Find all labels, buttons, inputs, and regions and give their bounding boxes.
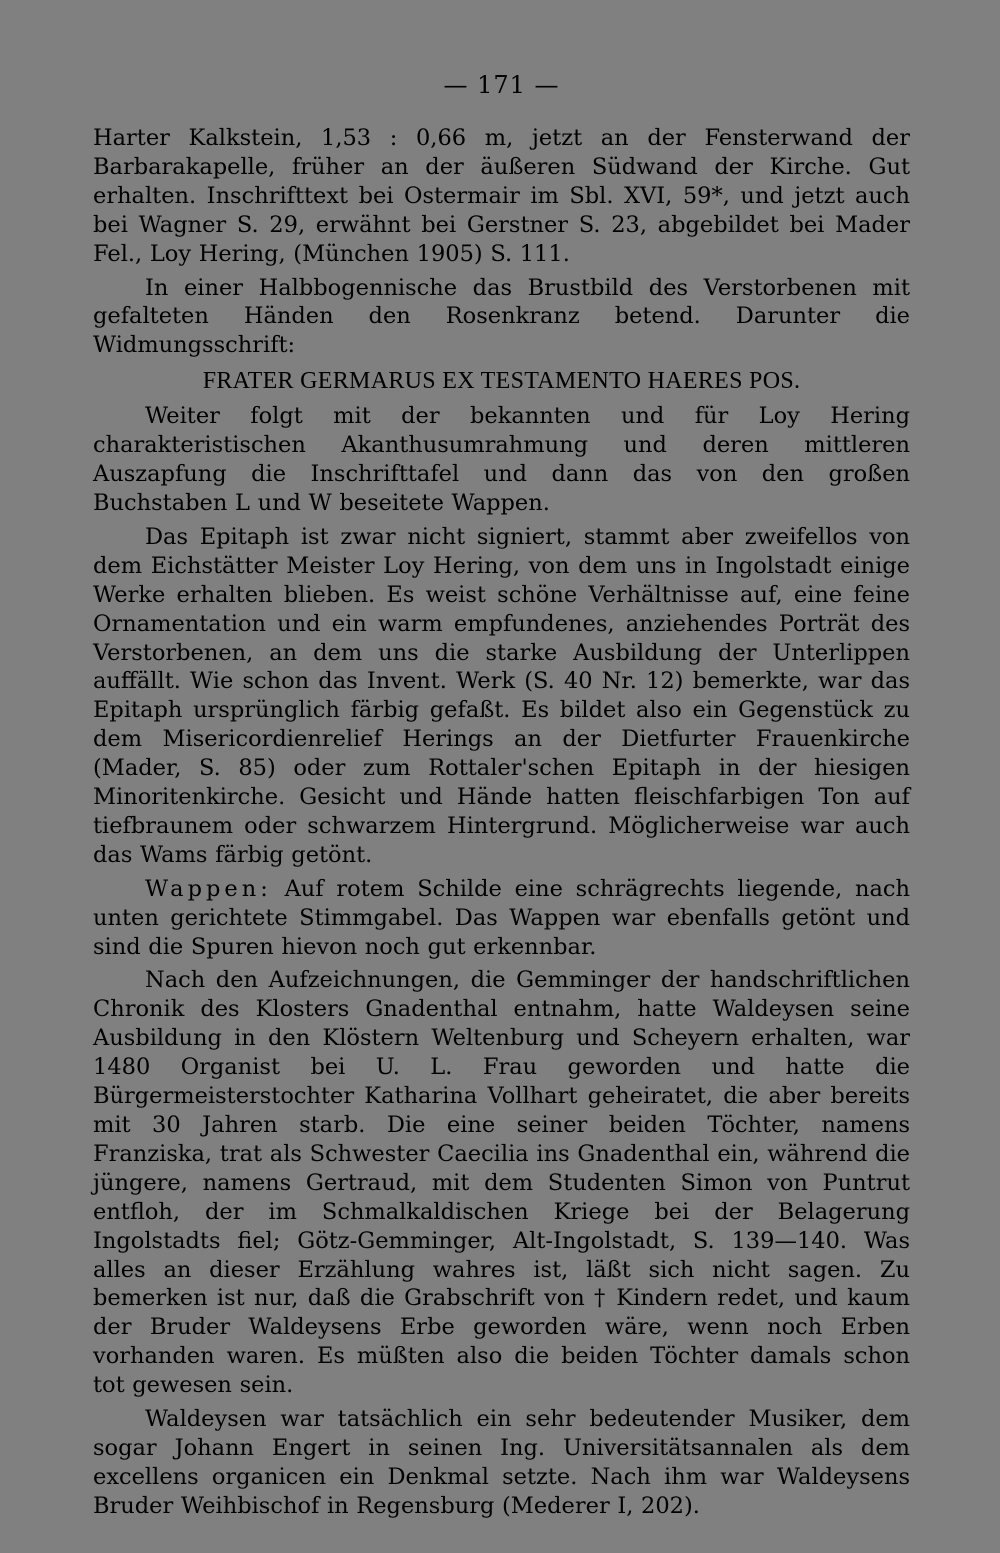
wappen-label: Wappen:	[145, 875, 272, 902]
paragraph-description: Harter Kalkstein, 1,53 : 0,66 m, jetzt an der Fensterwand der Barbarakapelle, früher an der äußeren Südwand der Kirche. Gut erhalten. Inschrifttext bei Ostermair im Sbl. XVI, 59*, und jetzt auch bei Wagner S. 29, erwähnt bei Gerstner S. 23, abgebildet bei Mader Fel., Loy Hering, (München 1905) S. 111.	[93, 125, 910, 267]
wappen-text: Auf rotem Schilde eine schrägrechts liegende, nach unten gerichtete Stimmgabel. Das Wappen war ebenfalls getönt und sind die Spuren hievon noch gut erkennbar.	[93, 875, 910, 960]
paragraph-epitaph: Das Epitaph ist zwar nicht signiert, stammt aber zweifellos von dem Eichstätter Meister Loy Hering, von dem uns in Ingolstadt einige Werke erhalten blieben. Es weist schöne Verhältnisse auf, eine feine Ornamentation und ein warm empfundenes, anziehendes Porträt des Verstorbenen, an dem uns die starke Ausbildung der Unterlippen auffällt. Wie schon das Invent. Werk (S. 40 Nr. 12) bemerkte, war das Epitaph ursprünglich färbig gefaßt. Es bildet also ein Gegenstück zu dem Misericordienrelief Herings an der Dietfurter Frauenkirche (Mader, S. 85) oder zum Rottaler'schen Epitaph in der hiesigen Minoritenkirche. Gesicht und Hände hatten fleischfarbigen Ton auf tiefbraunem oder schwarzem Hintergrund. Möglicherweise war auch das Wams färbig getönt.	[93, 523, 910, 868]
paragraph-chronik: Nach den Aufzeichnungen, die Gemminger der handschriftlichen Chronik des Klosters Gnadenthal entnahm, hatte Waldeysen seine Ausbildung in den Klöstern Weltenburg und Scheyern erhalten, war 1480 Organist bei U. L. Frau geworden und hatte die Bürgermeisterstochter Katharina Vollhart geheiratet, die aber bereits mit 30 Jahren starb. Die eine seiner beiden Töchter, namens Franziska, trat als Schwester Caecilia ins Gnadenthal ein, während die jüngere, namens Gertraud, mit dem Studenten Simon von Puntrut entfloh, der im Schmalkaldischen Kriege bei der Belagerung Ingolstadts fiel; Götz-Gemminger, Alt-Ingolstadt, S. 139—140. Was alles an dieser Erzählung wahres ist, läßt sich nicht sagen. Zu bemerken ist nur, daß die Grabschrift von † Kindern redet, und kaum der Bruder Waldeysens Erbe geworden wäre, wenn noch Erben vorhanden waren. Es müßten also die beiden Töchter damals schon tot gewesen sein.	[93, 967, 910, 1399]
page-number: — 171 —	[443, 71, 560, 99]
paragraph-relief: In einer Halbbogennische das Brustbild des Verstorbenen mit gefalteten Händen den Rosenkranz betend. Darunter die Widmungsschrift:	[93, 274, 910, 359]
paragraph-ornament: Weiter folgt mit der bekannten und für Loy Hering charakteristischen Akanthusumrahmung und deren mittleren Auszapfung die Inschrifttafel und dann das von den großen Buchstaben L und W beseitete Wappen.	[93, 403, 910, 516]
paragraph-musiker: Waldeysen war tatsächlich ein sehr bedeutender Musiker, dem sogar Johann Engert in seinen Ing. Universitätsannalen als dem excellens organicen ein Denkmal setzte. Nach ihm war Waldeysens Bruder Weihbischof in Regensburg (Mederer I, 202).	[93, 1406, 910, 1519]
inscription-text: FRATER GERMARUS EX TESTAMENTO HAERES POS.	[202, 368, 801, 395]
paragraph-wappen	[93, 875, 910, 962]
